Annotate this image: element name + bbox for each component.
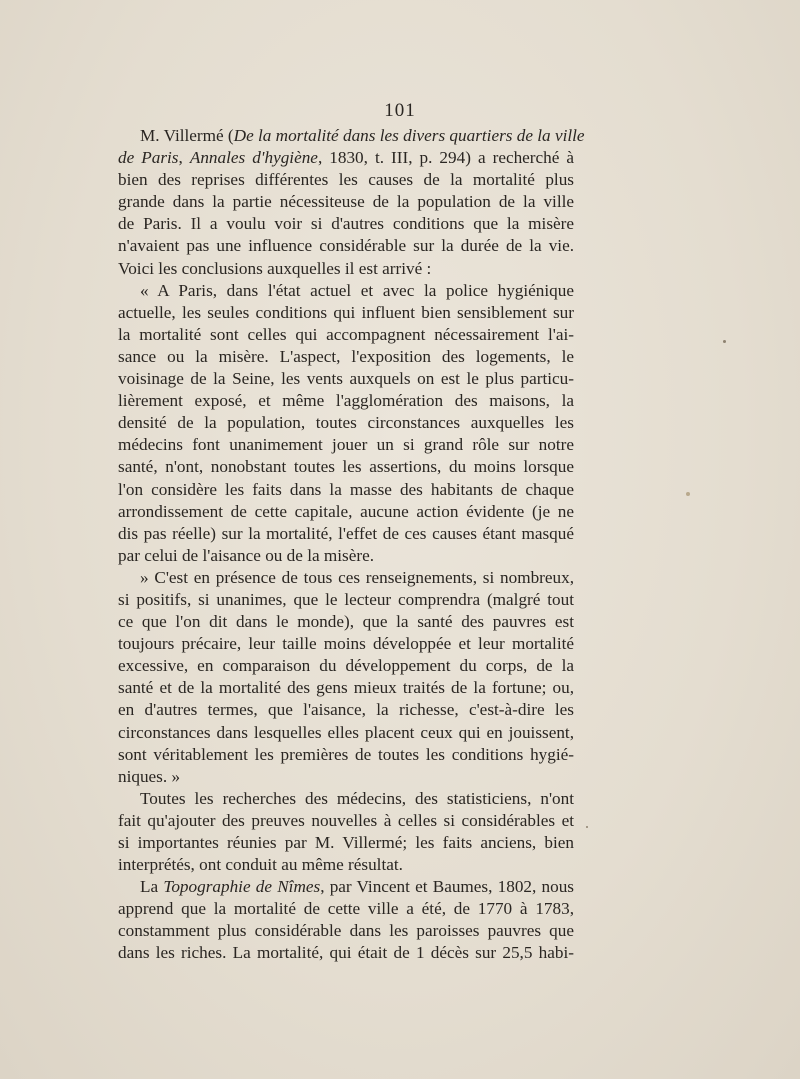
text-line xyxy=(118,456,574,478)
text-line xyxy=(118,302,574,324)
text-line xyxy=(118,744,574,766)
text-span: par celui de l'aisance ou de la misère. xyxy=(118,545,375,565)
text-span: voisinage de la Seine, les vents auxquels on est le plus particu- xyxy=(118,369,574,389)
text-line xyxy=(118,235,574,257)
text-span: la mortalité sont celles qui accompagnent nécessairement l'ai- xyxy=(118,324,574,344)
text-line xyxy=(118,412,574,434)
text-span: , par Vincent et Baumes, 1802, nous xyxy=(320,877,574,897)
text-span: Voici les conclusions auxquelles il est arrivé : xyxy=(118,258,432,278)
text-span: toujours précaire, leur taille moins développée et leur mortalité xyxy=(118,634,574,654)
text-span: » C'est en présence de tous ces renseignements, si nombreux, xyxy=(140,567,574,587)
text-span: l'on considère les faits dans la masse des habitants de chaque xyxy=(118,479,574,499)
italic-text: Topographie de Nîmes xyxy=(163,877,321,897)
text-span: excessive, en comparaison du développement du corps, de la xyxy=(118,656,574,676)
text-span: arrondissement de cette capitale, aucune action évidente (je ne xyxy=(118,501,574,521)
paragraph xyxy=(118,125,585,280)
text-span: , 1830, t. III, p. 294) a recherché à xyxy=(317,148,575,168)
text-line xyxy=(118,942,574,964)
text-span: dis pas réelle) sur la mortalité, l'effet de ces causes étant masqué xyxy=(118,523,574,543)
text-span: , xyxy=(178,148,190,168)
italic-text: De la mortalité dans les divers quartiers de la ville xyxy=(233,126,585,145)
text-span: M. Villermé ( xyxy=(140,126,234,145)
text-line xyxy=(118,920,574,942)
body-text xyxy=(118,125,585,965)
text-line xyxy=(118,611,574,633)
text-line xyxy=(118,567,574,589)
text-span: actuelle, les seules conditions qui influent bien sensiblement sur xyxy=(118,302,574,322)
text-line xyxy=(118,655,574,677)
text-line xyxy=(118,125,585,147)
text-line xyxy=(118,324,574,346)
text-line xyxy=(118,191,574,213)
text-span: santé et de la mortalité des gens mieux traités de la fortune; ou, xyxy=(118,678,574,698)
text-line xyxy=(118,766,574,788)
text-span: Toutes les recherches des médecins, des statisticiens, n'ont xyxy=(140,788,574,808)
text-line xyxy=(118,589,574,611)
paper-speck xyxy=(723,340,726,343)
text-span: bien des reprises différentes les causes de la mortalité plus xyxy=(118,170,574,190)
paper-speck xyxy=(586,826,588,828)
text-line xyxy=(118,346,574,368)
text-line xyxy=(118,854,574,876)
text-span: en d'autres termes, que l'aisance, la richesse, c'est-à-dire les xyxy=(118,700,574,720)
text-span: fait qu'ajouter des preuves nouvelles à celles si considérables et xyxy=(118,810,574,830)
text-span: constamment plus considérable dans les paroisses pauvres que xyxy=(118,921,574,941)
paragraph xyxy=(118,567,574,788)
text-line xyxy=(118,699,574,721)
italic-text: de Paris xyxy=(118,148,179,168)
text-line xyxy=(118,479,574,501)
text-line xyxy=(118,788,574,810)
text-span: si importantes réunies par M. Villermé; les faits anciens, bien xyxy=(118,833,574,852)
paper-speck xyxy=(686,492,690,496)
text-span: lièrement exposé, et même l'agglomération des maisons, la xyxy=(118,391,574,411)
text-span: sance ou la misère. L'aspect, l'exposition des logements, le xyxy=(118,346,574,366)
text-line xyxy=(118,280,574,302)
text-span: grande dans la partie nécessiteuse de la population de la ville xyxy=(118,192,574,212)
text-span: médecins font unanimement jouer un si grand rôle sur notre xyxy=(118,435,574,455)
text-line xyxy=(118,169,574,191)
text-span: circonstances dans lesquelles elles placent ceux qui en jouissent, xyxy=(118,722,574,742)
text-line xyxy=(118,898,574,920)
text-span: apprend que la mortalité de cette ville a été, de 1770 à 1783, xyxy=(118,899,574,919)
italic-text: Annales d'hygiène xyxy=(189,148,318,168)
text-span: ce que l'on dit dans le monde), que la santé des pauvres est xyxy=(118,612,574,632)
text-span: santé, n'ont, nonobstant toutes les assertions, du moins lorsque xyxy=(118,457,574,477)
text-line xyxy=(118,545,574,567)
text-span: de Paris. Il a voulu voir si d'autres conditions que la misère xyxy=(118,214,574,234)
text-line xyxy=(118,810,574,832)
text-span: La xyxy=(140,877,164,897)
text-line xyxy=(118,501,574,523)
text-line xyxy=(118,258,574,280)
text-span: densité de la population, toutes circonstances auxquelles les xyxy=(118,413,574,433)
text-span: dans les riches. La mortalité, qui était de 1 décès sur 25,5 habi- xyxy=(118,943,574,963)
paragraph xyxy=(118,788,574,876)
text-span: niques. » xyxy=(118,766,181,786)
paragraph xyxy=(118,280,574,567)
text-line xyxy=(118,390,574,412)
text-line xyxy=(118,368,574,390)
text-span: sont véritablement les premières de toutes les conditions hygié- xyxy=(118,744,574,764)
text-line xyxy=(118,832,574,854)
text-line xyxy=(118,633,574,655)
text-line xyxy=(118,523,574,545)
paragraph xyxy=(118,876,574,964)
text-span: « A Paris, dans l'état actuel et avec la police hygiénique xyxy=(140,280,574,300)
text-span: si positifs, si unanimes, que le lecteur comprendra (malgré tout xyxy=(118,589,574,609)
page-number: 101 xyxy=(384,100,416,121)
text-line xyxy=(118,876,574,898)
text-span: interprétés, ont conduit au même résultat. xyxy=(118,855,403,875)
text-line xyxy=(118,722,574,744)
text-line xyxy=(118,434,574,456)
text-line xyxy=(118,677,574,699)
text-span: n'avaient pas une influence considérable sur la durée de la vie. xyxy=(118,236,574,256)
text-line xyxy=(118,147,574,169)
text-line xyxy=(118,213,574,235)
